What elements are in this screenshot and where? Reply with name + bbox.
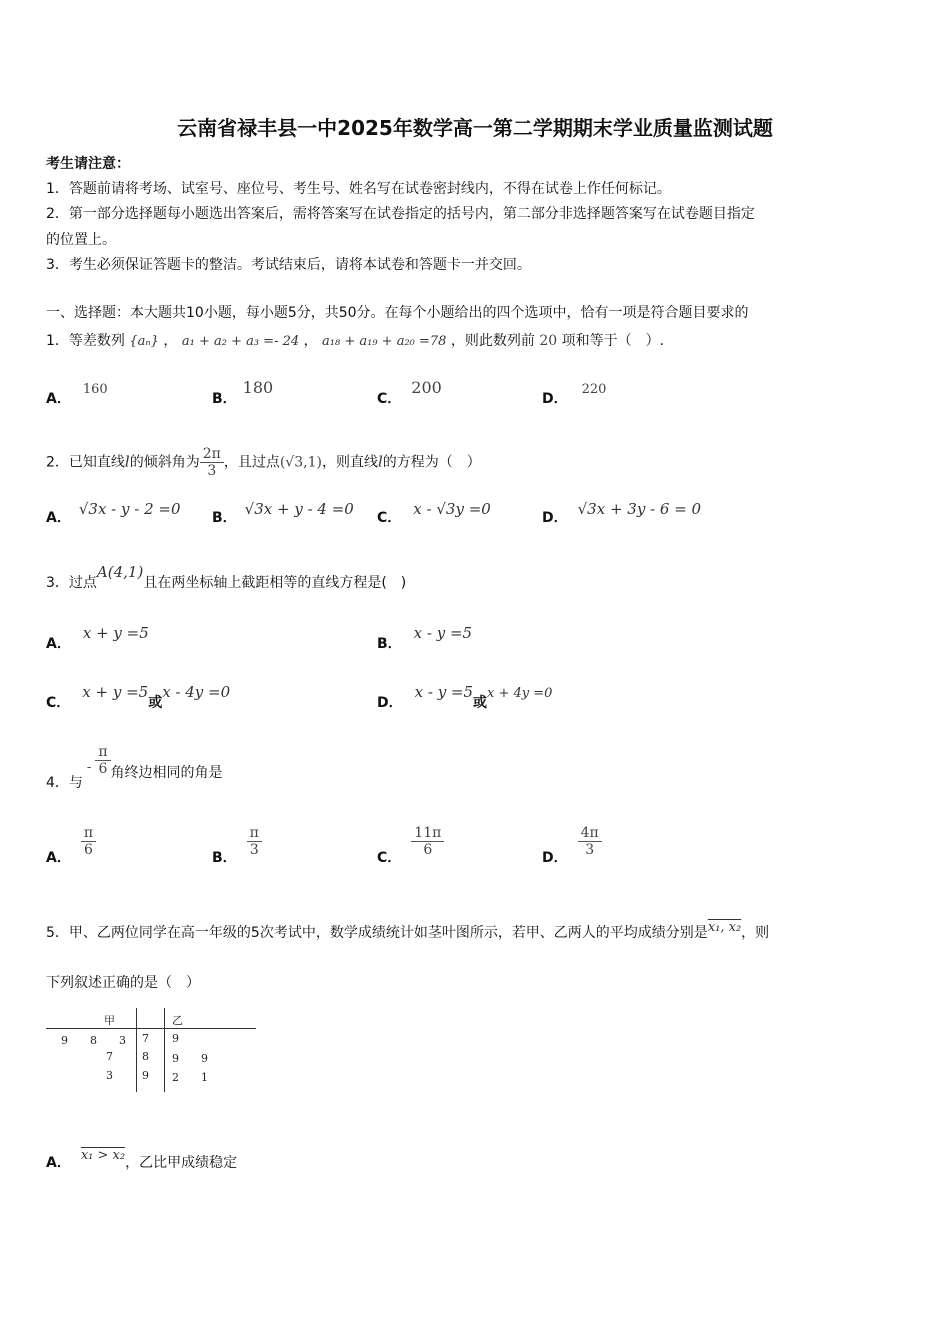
q2-option-c[interactable]: C． x - √3y =0: [377, 500, 491, 526]
q1-option-b[interactable]: B．180: [212, 378, 274, 407]
section-one-heading: 一、选择题：本大题共10小题，每小题5分，共50分。在每个小题给出的四个选项中，恰有一项是符合题目要求的: [46, 305, 749, 321]
question-3: 3．过点A(4,1)且在两坐标轴上截距相等的直线方程是( ): [46, 563, 407, 591]
q4-option-a[interactable]: A． $\frac{\pi}{6}$: [46, 825, 96, 858]
stem-row-2-right: 9 9: [172, 1052, 208, 1065]
stem-row-2-stem: 8: [142, 1050, 149, 1063]
question-5-line-2: 下列叙述正确的是（ ）: [46, 975, 200, 991]
q5-option-a[interactable]: A． x₁ > x₂，乙比甲成绩稳定: [46, 1148, 238, 1171]
notice-item-2: 2．第一部分选择题每小题选出答案后，需将答案写在试卷指定的括号内，第二部分非选择题答案写在试卷题目指定: [46, 206, 755, 222]
stem-row-2-left: 7: [106, 1050, 113, 1063]
q2-option-d[interactable]: D． √3x + 3y - 6 = 0: [542, 500, 702, 526]
stem-row-1-left: 9 8 3: [61, 1034, 126, 1047]
q1-comma-2: ，: [303, 333, 318, 349]
question-1: [46, 330, 664, 350]
stem-header-right: 乙: [172, 1014, 183, 1027]
q3-option-a[interactable]: A．x + y =5: [46, 624, 149, 652]
question-2: 2．已知直线l的倾斜角为 $\frac{2\pi}{3}$ ，且过点(√3,1)，则直线l的方程为（ ）: [46, 446, 481, 479]
q3-point: A(4,1): [96, 563, 144, 581]
q2-option-b[interactable]: B． √3x + y - 4 =0: [212, 500, 354, 526]
q3-option-b[interactable]: B．x - y =5: [377, 624, 473, 652]
notice-heading: 考生请注意：: [46, 156, 130, 172]
q1-condition-1: a₁ + a₂ + a₃ =- 24: [181, 334, 300, 349]
notice-item-3: 3．考生必须保证答题卡的整洁。考试结束后，请将本试卷和答题卡一并交回。: [46, 257, 531, 273]
q1-suffix: 项和等于（ ）.: [561, 333, 665, 349]
q2-line-l: l: [124, 452, 130, 471]
q1-option-c[interactable]: C．200: [377, 378, 442, 407]
q1-option-a[interactable]: A．$^{160}$: [46, 382, 108, 407]
stem-row-1-right: 9: [172, 1032, 179, 1045]
stem-row-3-stem: 9: [142, 1069, 149, 1082]
q1-mid: ，则此数列前: [450, 333, 535, 349]
q1-sequence: {aₙ}: [129, 334, 159, 349]
q5-averages: x₁, x₂: [707, 920, 742, 935]
question-4: 4．与- $\frac{\pi}{6}$ 角终边相同的角是: [46, 744, 223, 791]
q2-angle: $\frac{2\pi}{3}$: [200, 446, 224, 479]
q3-option-c[interactable]: C．x + y =5或x - 4y =0: [46, 683, 231, 711]
stem-row-3-left: 3: [106, 1069, 113, 1082]
q3-option-d[interactable]: D．x - y =5或$^{x + 4y =0}$: [377, 683, 553, 711]
q2-line-l-2: l: [377, 452, 383, 471]
q1-n: 20: [539, 333, 558, 349]
q4-angle: $\frac{\pi}{6}$: [95, 744, 110, 777]
notice-item-1: 1．答题前请将考场、试室号、座位号、考生号、姓名写在试卷密封线内，不得在试卷上作任何标记。: [46, 181, 671, 197]
notice-item-2-cont: 的位置上。: [46, 232, 116, 248]
stem-leaf-plot: [46, 1008, 256, 1092]
q2-option-a[interactable]: A． √3x - y - 2 =0: [46, 500, 181, 526]
page-title: 云南省禄丰县一中2025年数学高一第二学期期末学业质量监测试题: [177, 116, 773, 140]
q4-option-c[interactable]: C． $\frac{11\pi}{6}$: [377, 825, 444, 858]
stem-row-3-right: 2 1: [172, 1071, 208, 1084]
q1-prefix: 1．等差数列: [46, 333, 125, 349]
stem-header-left: 甲: [104, 1014, 115, 1027]
q1-condition-2: a₁₈ + a₁₉ + a₂₀ =78: [322, 334, 447, 349]
q2-point: (√3,1): [279, 454, 322, 471]
question-5: 5．甲、乙两位同学在高一年级的5次考试中，数学成绩统计如茎叶图所示，若甲、乙两人的平均成绩分别是x₁, x₂，则: [46, 920, 770, 941]
q4-option-b[interactable]: B． $\frac{\pi}{3}$: [212, 825, 262, 858]
q1-option-d[interactable]: D．$^{220}$: [542, 382, 607, 407]
q1-comma: ，: [163, 333, 178, 349]
q4-option-d[interactable]: D． $\frac{4\pi}{3}$: [542, 825, 602, 858]
stem-row-1-stem: 7: [142, 1032, 149, 1045]
